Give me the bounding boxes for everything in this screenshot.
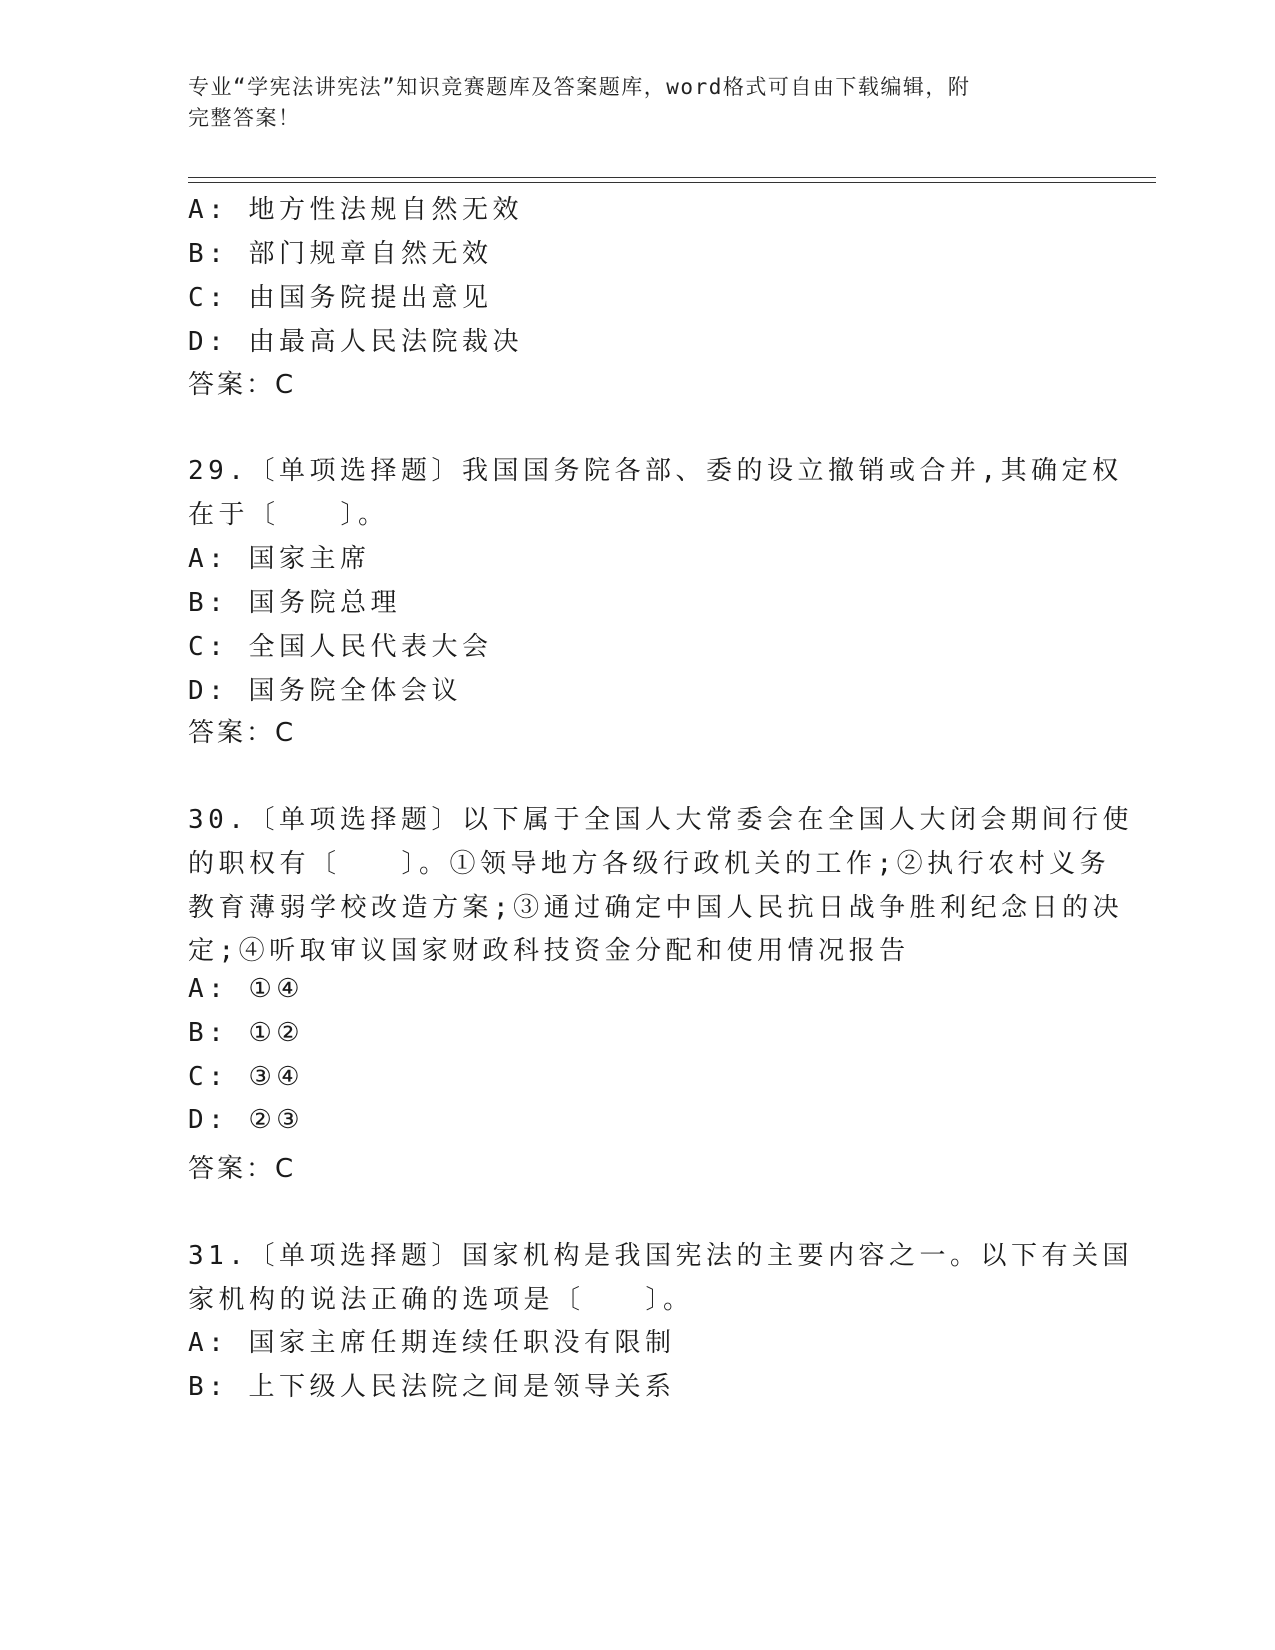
header-divider-bottom bbox=[188, 182, 1156, 183]
q30-stem-line-1: 30.〔单项选择题〕以下属于全国人大常委会在全国人大闭会期间行使 bbox=[188, 805, 1133, 835]
q28-option-c: C: 由国务院提出意见 bbox=[188, 283, 493, 313]
q28-option-d: D: 由最高人民法院裁决 bbox=[188, 327, 523, 357]
q29-option-b: B: 国务院总理 bbox=[188, 588, 401, 618]
q30-option-a: A: ①④ bbox=[188, 974, 305, 1004]
q31-stem-line-1: 31.〔单项选择题〕国家机构是我国宪法的主要内容之一。以下有关国 bbox=[188, 1241, 1133, 1271]
q30-option-c: C: ③④ bbox=[188, 1062, 305, 1092]
q29-option-d: D: 国务院全体会议 bbox=[188, 676, 462, 706]
q30-option-b: B: ①② bbox=[188, 1018, 305, 1048]
q28-answer: 答案：C bbox=[188, 370, 297, 400]
q31-stem-line-2: 家机构的说法正确的选项是〔 〕。 bbox=[188, 1285, 694, 1315]
q30-answer: 答案：C bbox=[188, 1154, 297, 1184]
q29-answer: 答案：C bbox=[188, 718, 297, 748]
q30-stem-line-2: 的职权有〔 〕。①领导地方各级行政机关的工作;②执行农村义务 bbox=[188, 849, 1111, 879]
page-header bbox=[188, 72, 1068, 134]
q29-stem-line-1: 29.〔单项选择题〕我国国务院各部、委的设立撤销或合并,其确定权 bbox=[188, 456, 1123, 486]
header-line-1: 专业“学宪法讲宪法”知识竞赛题库及答案题库，word格式可自由下载编辑，附 bbox=[188, 75, 971, 99]
q29-option-c: C: 全国人民代表大会 bbox=[188, 632, 493, 662]
q30-stem-line-4: 定;④听取审议国家财政科技资金分配和使用情况报告 bbox=[188, 936, 910, 966]
q29-stem-line-2: 在于〔 〕。 bbox=[188, 500, 389, 530]
q31-option-b: B: 上下级人民法院之间是领导关系 bbox=[188, 1372, 676, 1402]
q28-option-a: A: 地方性法规自然无效 bbox=[188, 195, 523, 225]
header-line-2: 完整答案！ bbox=[188, 106, 301, 130]
q29-option-a: A: 国家主席 bbox=[188, 544, 371, 574]
q30-option-d: D: ②③ bbox=[188, 1105, 305, 1135]
q30-stem-line-3: 教育薄弱学校改造方案;③通过确定中国人民抗日战争胜利纪念日的决 bbox=[188, 893, 1124, 923]
q28-option-b: B: 部门规章自然无效 bbox=[188, 239, 493, 269]
header-divider-top bbox=[188, 177, 1156, 178]
q31-option-a: A: 国家主席任期连续任职没有限制 bbox=[188, 1328, 676, 1358]
